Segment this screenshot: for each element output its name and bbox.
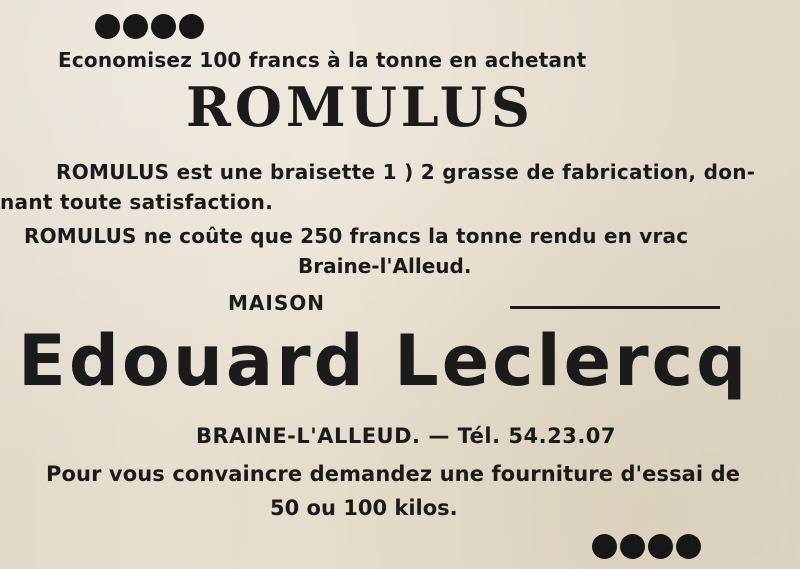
show-through-text — [600, 30, 608, 58]
description-line-1: ROMULUS est une braisette 1 ) 2 grasse de fabrication, don- — [56, 160, 756, 184]
brand-title: ROMULUS — [186, 75, 534, 139]
dot-icon — [592, 534, 617, 559]
decorative-dots-bottom — [592, 534, 701, 559]
dot-icon — [123, 14, 148, 39]
price-line-2: Braine-l'Alleud. — [298, 254, 472, 278]
decorative-dots-top — [95, 14, 204, 39]
merchant-name: Edouard Leclercq — [18, 320, 750, 402]
cta-line-1: Pour vous convaincre demandez une fourniture d'essai de — [46, 462, 741, 486]
dot-icon — [676, 534, 701, 559]
headline: Economisez 100 francs à la tonne en achetant — [58, 48, 587, 72]
signature-rule — [510, 306, 720, 309]
cta-line-2: 50 ou 100 kilos. — [270, 496, 458, 520]
address-phone: BRAINE-L'ALLEUD. — Tél. 54.23.07 — [196, 424, 617, 448]
dot-icon — [95, 14, 120, 39]
price-line-1: ROMULUS ne coûte que 250 francs la tonne rendu en vrac — [24, 224, 689, 248]
description-line-2: nant toute satisfaction. — [0, 190, 274, 214]
dot-icon — [648, 534, 673, 559]
dot-icon — [620, 534, 645, 559]
dot-icon — [151, 14, 176, 39]
maison-label: MAISON — [228, 291, 325, 315]
dot-icon — [179, 14, 204, 39]
